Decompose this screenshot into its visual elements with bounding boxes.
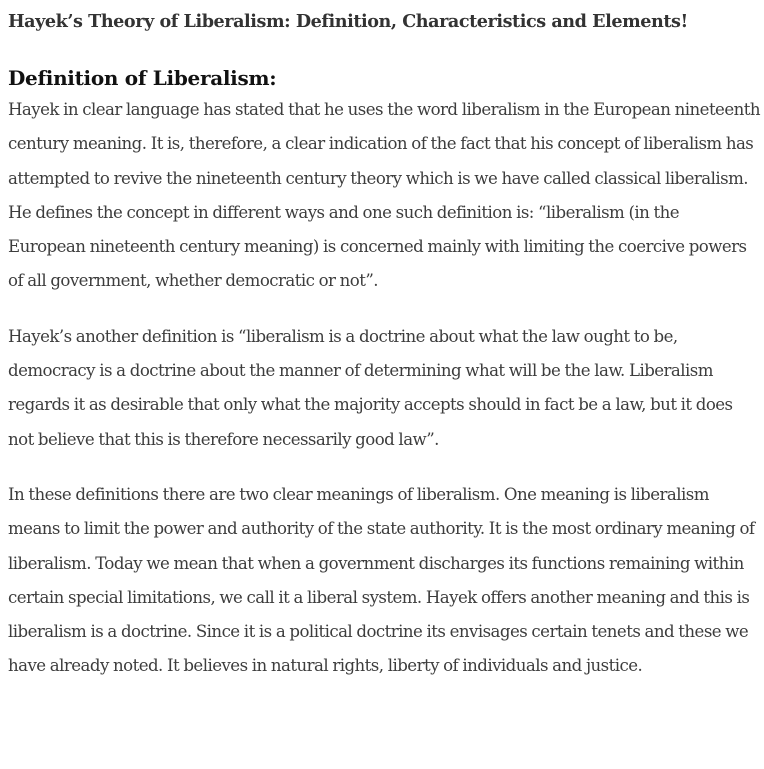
paragraph-definition-1: Hayek in clear language has stated that he uses the word liberalism in the European nineteenth century meaning. It is, therefore, a clear indication of the fact that his concept of liberalism has attempted to revive the nineteenth century theory which is we have called classical liberalism. He defines the concept in different ways and one such definition is: “liberalism (in the European nineteenth century meaning) is concerned mainly with limiting the coercive powers of all government, whether democratic or not”. <box>8 100 760 291</box>
paragraph-definition-2: Hayek’s another definition is “liberalism is a doctrine about what the law ought to be, democracy is a doctrine about the manner of determining what will be the law. Liberalism regards it as desirable that only what the majority accepts should in fact be a law, but it does not believe that this is therefore necessarily good law”. <box>8 326 733 449</box>
article-title: Hayek’s Theory of Liberalism: Definition, Characteristics and Elements! <box>8 11 688 32</box>
paragraph-meanings: In these definitions there are two clear meanings of liberalism. One meaning is liberalism means to limit the power and authority of the state authority. It is the most ordinary meaning of liberalism. Today we mean that when a government discharges its functions remaining within certain special limitations, we call it a liberal system. Hayek offers another meaning and this is liberalism is a doctrine. Since it is a political doctrine its envisages certain tenets and these we have already noted. It believes in natural rights, liberty of individuals and justice. <box>8 484 755 676</box>
article-content <box>8 0 760 684</box>
section-heading: Definition of Liberalism: <box>8 66 277 90</box>
